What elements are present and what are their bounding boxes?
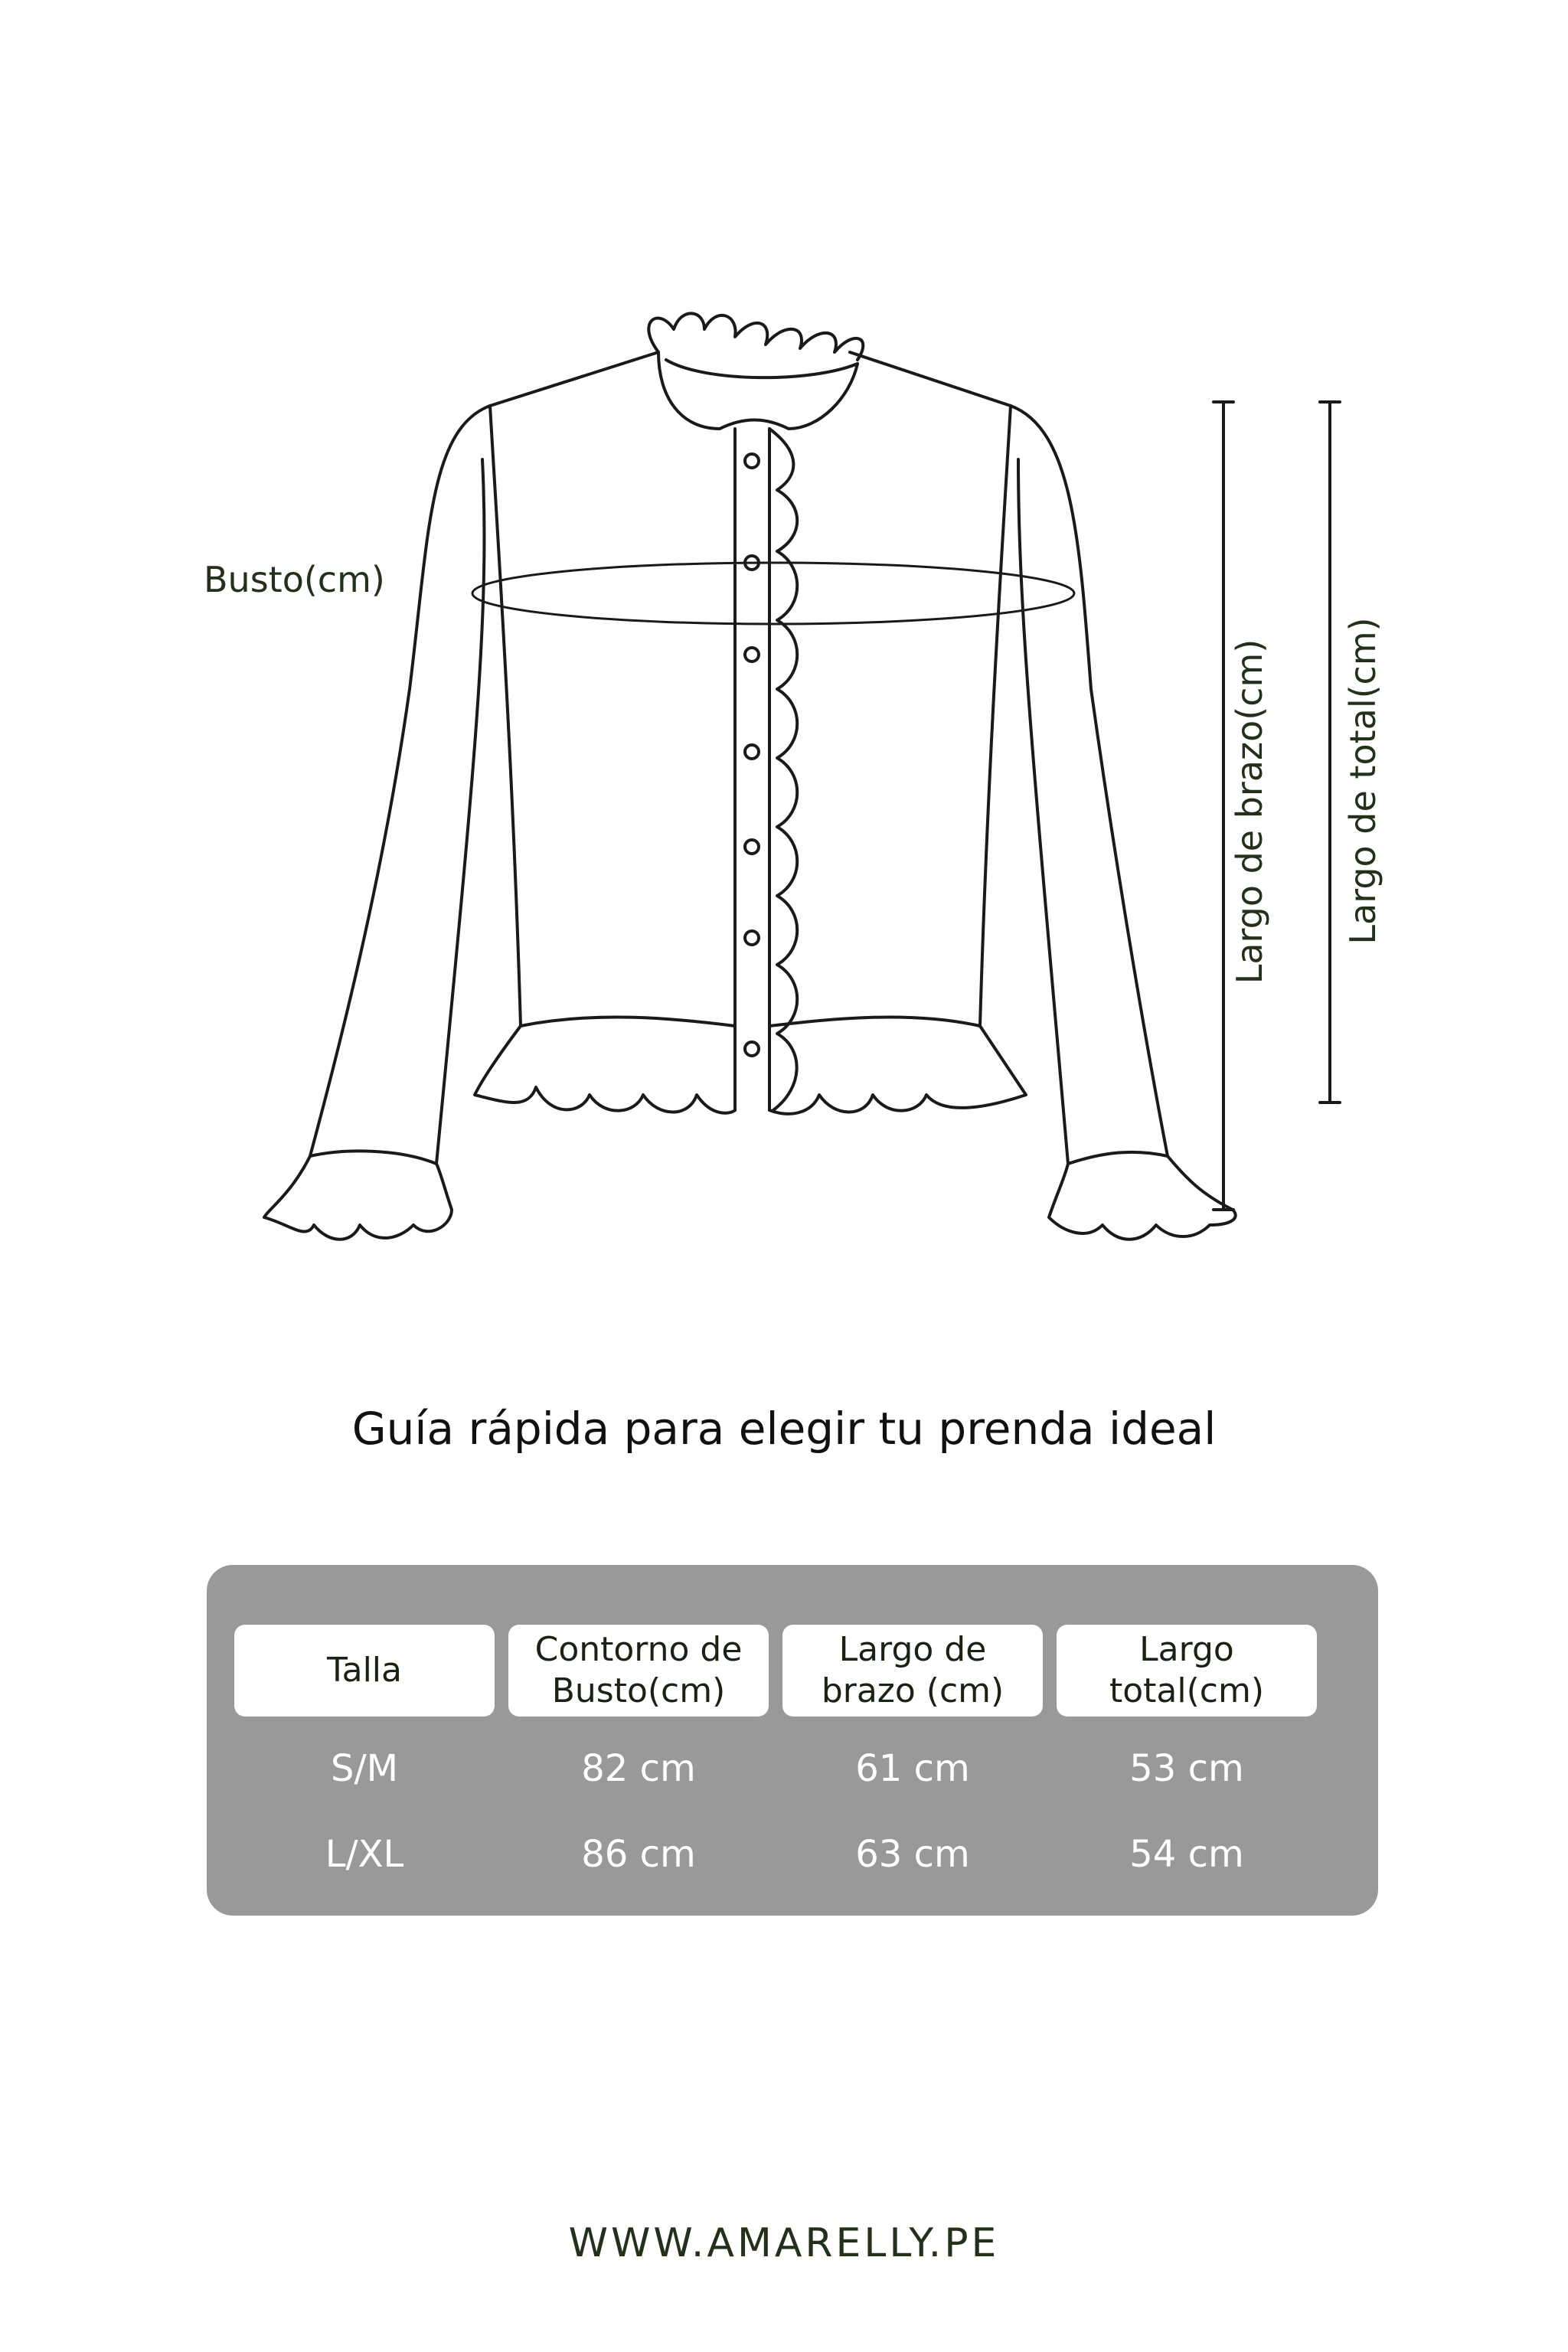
right-cuff	[1049, 1152, 1236, 1240]
left-sleeve-inner	[436, 459, 485, 1164]
right-sleeve-inner	[1018, 459, 1068, 1164]
collar-ruffle	[648, 313, 863, 360]
size-table	[207, 1565, 1378, 1916]
collar-lower-ruffle	[658, 352, 858, 429]
left-shoulder	[490, 352, 658, 406]
left-sleeve	[310, 406, 490, 1156]
row-lxl-sleeve: 63 cm	[855, 1833, 970, 1876]
hem-ruffle-right	[769, 1026, 1026, 1114]
total-length-label: Largo de total(cm)	[1342, 617, 1383, 945]
row-sm-total: 53 cm	[1129, 1747, 1244, 1790]
bust-measure-ellipse	[472, 563, 1074, 624]
sleeve-length-label: Largo de brazo(cm)	[1229, 639, 1270, 985]
website-link[interactable]: WWW.AMARELLY.PE	[568, 2220, 1000, 2266]
row-lxl-size: L/XL	[325, 1833, 404, 1876]
bust-label: Busto(cm)	[204, 559, 385, 600]
header-contorno-busto: Contorno de Busto(cm)	[508, 1625, 769, 1717]
hem-seam	[521, 1017, 735, 1026]
header-largo-brazo: Largo de brazo (cm)	[782, 1625, 1043, 1717]
left-cuff	[264, 1151, 452, 1239]
row-lxl-bust: 86 cm	[581, 1833, 696, 1876]
row-lxl-total: 54 cm	[1129, 1833, 1244, 1876]
body-right-side	[980, 406, 1011, 1026]
header-largo-total: Largo total(cm)	[1057, 1625, 1317, 1717]
right-shoulder	[850, 352, 1011, 406]
hem-ruffle	[475, 1026, 735, 1113]
body-left-side	[490, 406, 521, 1026]
hem-seam-right	[769, 1017, 980, 1026]
header-talla: Talla	[234, 1625, 495, 1717]
total-length-line	[1320, 402, 1340, 1102]
row-sm-sleeve: 61 cm	[855, 1747, 970, 1790]
front-ruffle	[769, 429, 797, 1110]
collar-band	[666, 360, 858, 377]
guide-title: Guía rápida para elegir tu prenda ideal	[351, 1403, 1217, 1455]
row-sm-size: S/M	[330, 1747, 399, 1790]
buttons	[745, 454, 759, 1056]
row-sm-bust: 82 cm	[581, 1747, 696, 1790]
